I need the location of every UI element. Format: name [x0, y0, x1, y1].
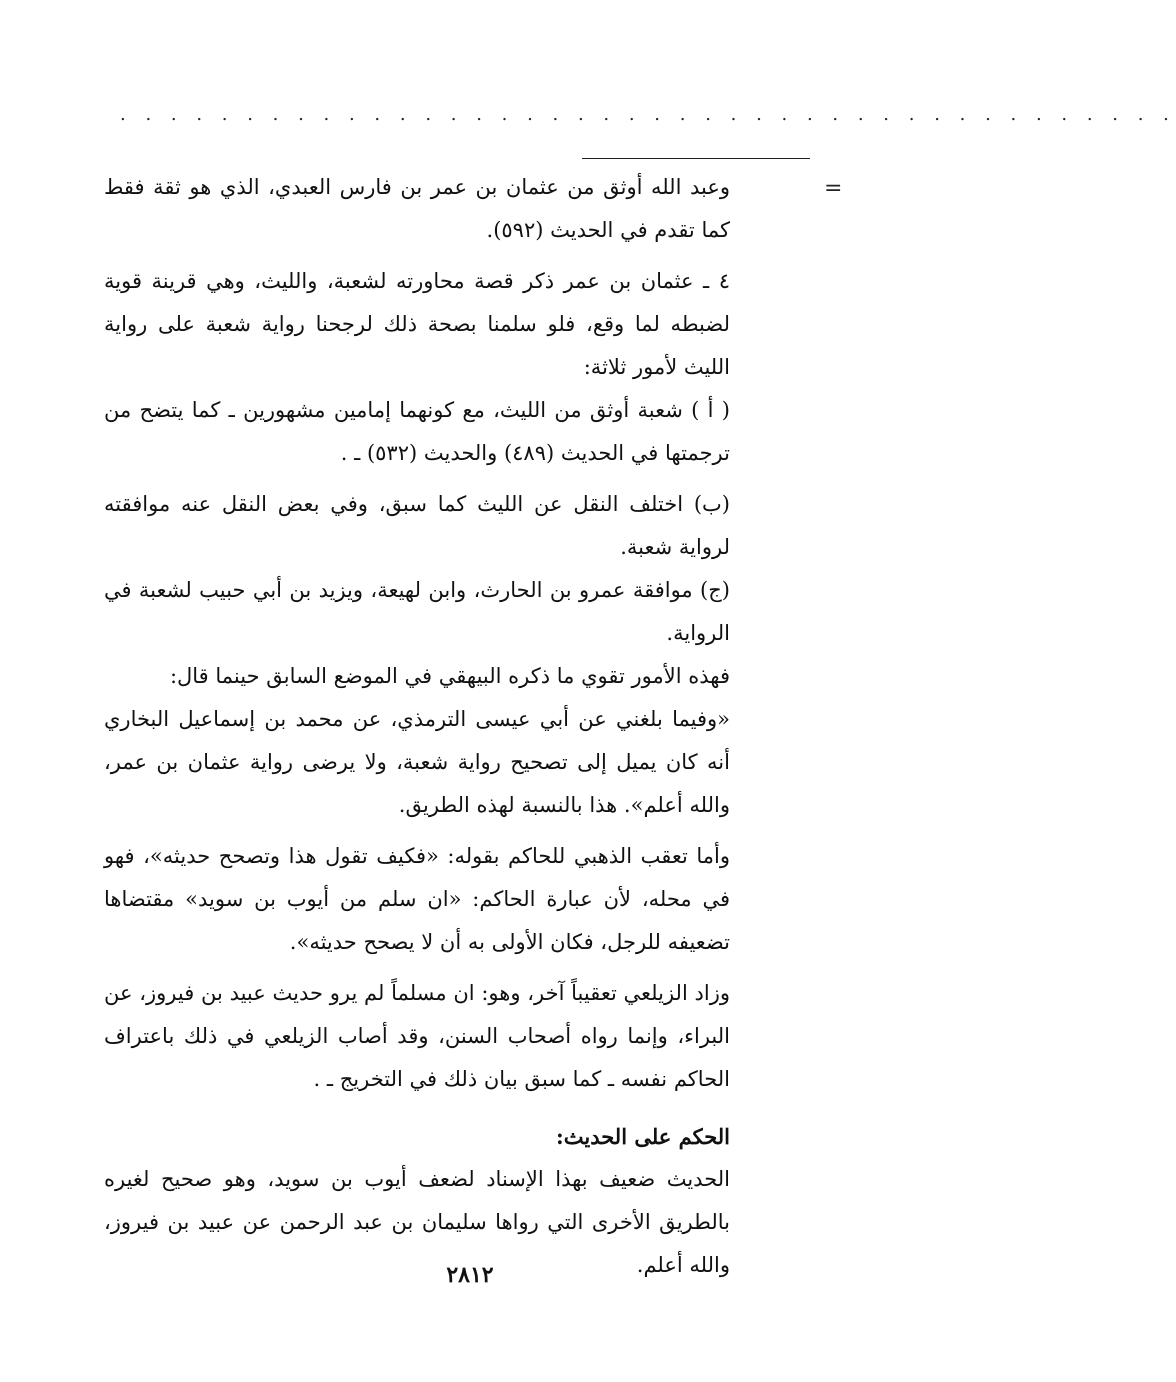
paragraph-4: (ب) اختلف النقل عن الليث كما سبق، وفي بعض النقل عنه موافقته لرواية شعبة.: [104, 492, 730, 559]
paragraph-8: وأما تعقب الذهبي للحاكم بقوله: «فكيف تقول هذا وتصحح حديثه»، فهو في محله، لأن عبارة الحاكم: «ان سلم من أيوب بن سويد» مقتضاها تضعيفه للرجل، فكان الأولى به أن لا يصحح حديثه».: [104, 844, 730, 954]
paragraph-6: فهذه الأمور تقوي ما ذكره البيهقي في الموضع السابق حينما قال:: [169, 664, 730, 688]
paragraph-9: وزاد الزيلعي تعقيباً آخر، وهو: ان مسلماً لم يرو حديث عبيد بن فيروز، عن البراء، وإنما رواه أصحاب السنن، وقد أصاب الزيلعي في ذلك باعتراف الحاكم نفسه ـ كما سبق بيان ذلك في التخريج ـ .: [104, 981, 730, 1091]
page-number: ٢٨١٢: [446, 1262, 494, 1288]
ruling-heading: الحكم على الحديث:: [556, 1124, 730, 1149]
paragraph-7: «وفيما بلغني عن أبي عيسى الترمذي، عن محمد بن إسماعيل البخاري أنه كان يميل إلى تصحيح رواية شعبة، ولا يرضى رواية عثمان بن عمر، والله أعلم». هذا بالنسبة لهذه الطريق.: [104, 707, 730, 817]
ruling-text: الحديث ضعيف بهذا الإسناد لضعف أيوب بن سويد، وهو صحيح لغيره بالطريق الأخرى التي رواها سليمان بن عبد الرحمن عن عبيد بن فيروز، والله أعلم.: [104, 1167, 730, 1277]
paragraph-3: ( أ ) شعبة أوثق من الليث، مع كونهما إمامين مشهورين ـ كما يتضح من ترجمتها في الحديث (٤٨٩) والحديث (٥٣٢) ـ .: [104, 398, 730, 465]
page-body: [104, 166, 730, 1287]
separator-dots: . . . . . . . . . . . . . . . . . . . . . . . . . . . . . . . . . . . . . . . . . .: [120, 104, 1176, 125]
paragraph-5: (ج) موافقة عمرو بن الحارث، وابن لهيعة، ويزيد بن أبي حبيب لشعبة في الرواية.: [104, 578, 730, 645]
continuation-marker: =: [824, 176, 843, 201]
paragraph-1: وعبد الله أوثق من عثمان بن عمر بن فارس العبدي، الذي هو ثقة فقط كما تقدم في الحديث (٥٩٢).: [104, 175, 730, 242]
footnote-rule: [582, 158, 810, 159]
paragraph-2: ٤ ـ عثمان بن عمر ذكر قصة محاورته لشعبة، والليث، وهي قرينة قوية لضبطه لما وقع، فلو سلمنا بصحة ذلك لرجحنا رواية شعبة على رواية الليث لأمور ثلاثة:: [104, 269, 730, 379]
